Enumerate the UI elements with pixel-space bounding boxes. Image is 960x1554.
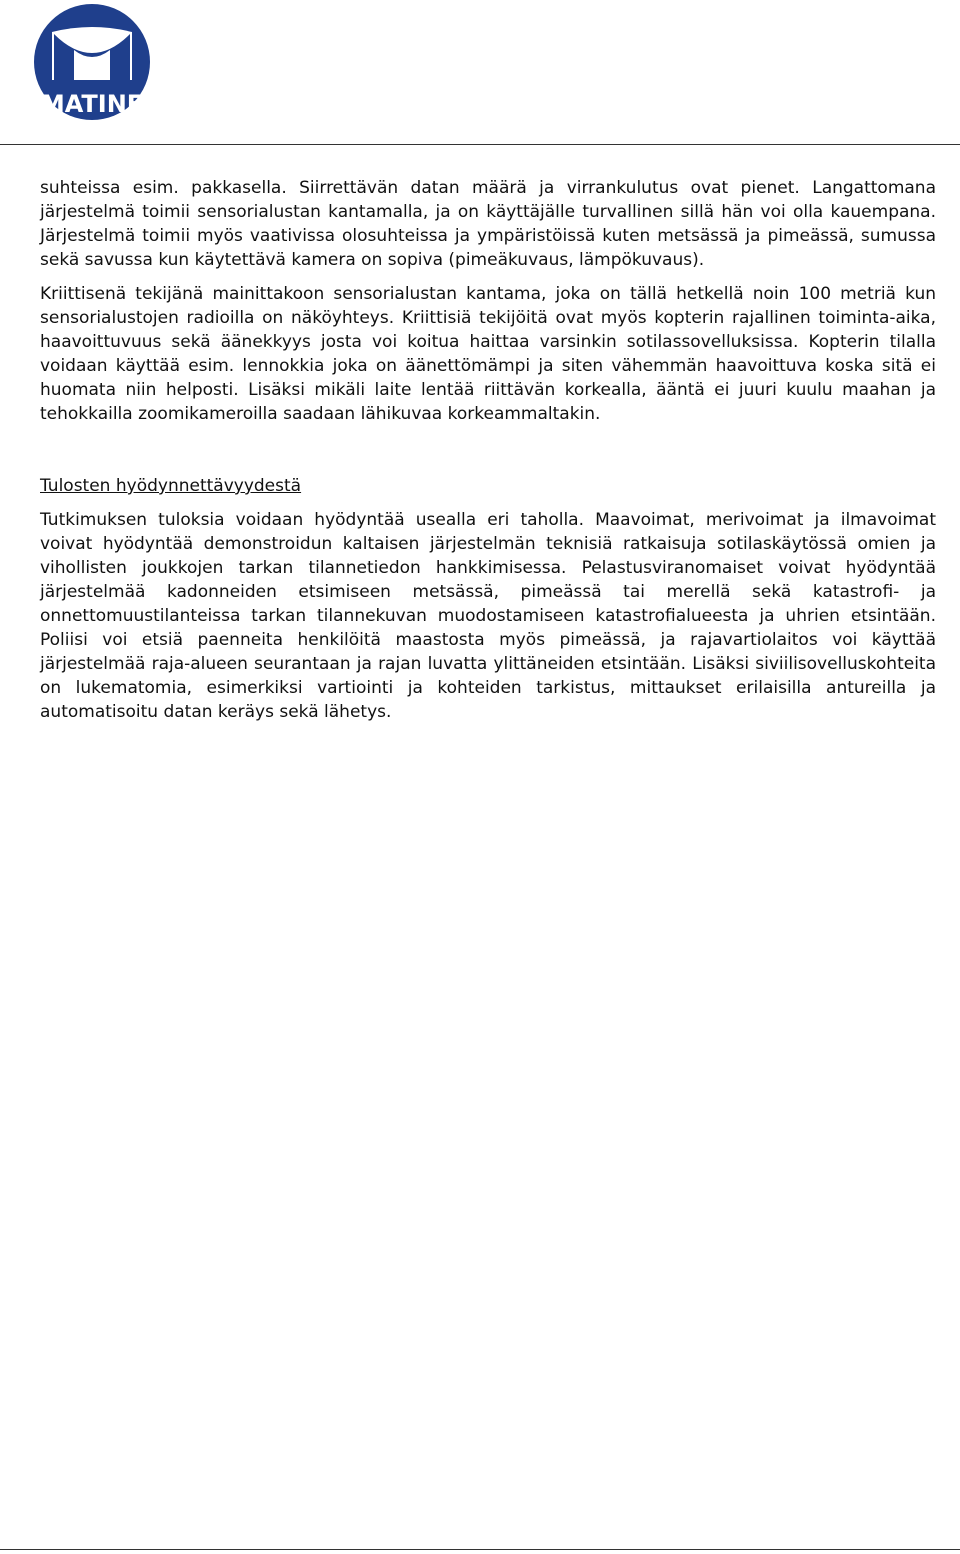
paragraph-1: suhteissa esim. pakkasella. Siirrettävän datan määrä ja virrankulutus ovat pienet. Langattomana järjestelmä toimii sensorialustan kantamalla, ja on käyttäjälle turvallinen sillä hän voi olla kauempana. Järjestelmä toimii myös vaativissa olosuhteissa ja ympäristöissä kuten metsässä ja pimeässä, sumussa sekä savussa kun käytettävä kamera on sopiva (pimeäkuvaus, lämpökuvaus). xyxy=(40,178,936,270)
footer-divider xyxy=(0,1549,960,1550)
header-divider xyxy=(0,144,960,145)
document-body xyxy=(40,176,936,724)
section-paragraph: Tutkimuksen tuloksia voidaan hyödyntää usealla eri taholla. Maavoimat, merivoimat ja ilmavoimat voivat hyödyntää demonstroidun kaltaisen järjestelmän teknisiä ratkaisuja sotilaskäytössä omien ja vihollisten joukkojen tarkan tilannetiedon hankkimisessa. Pelastusviranomaiset voivat hyödyntää järjestelmää kadonneiden etsimiseen metsässä, pimeässä tai merellä sekä katastrofi- ja onnettomuustilanteissa tarkan tilannekuvan muodostamiseen katastrofialueesta ja uhrien etsintään. Poliisi voi etsiä paenneita henkilöitä maastosta myös pimeässä, ja rajavartiolaitos voi käyttää järjestelmää raja-alueen seurantaan ja rajan luvatta ylittäneiden etsintään. Lisäksi siviilisovelluskohteita on lukematomia, esimerkiksi vartiointi ja kohteiden tarkistus, mittaukset erilaisilla antureilla ja automatisoitu datan keräys sekä lähetys. xyxy=(40,510,936,722)
matine-logo-icon xyxy=(22,2,162,122)
section-heading: Tulosten hyödynnettävyydestä xyxy=(40,476,302,496)
paragraph-2: Kriittisenä tekijänä mainittakoon sensorialustan kantama, joka on tällä hetkellä noin 100 metriä kun sensorialustojen radioilla on näköyhteys. Kriittisiä tekijöitä ovat myös kopterin rajallinen toiminta-aika, haavoittuvuus sekä äänekkyys josta voi koitua haittaa varsinkin sotilassovelluksissa. Kopterin tilalla voidaan käyttää esim. lennokkia joka on äänettömämpi ja siten vähemmän haavoittuva koska sitä ei huomata niin helposti. Lisäksi mikäli laite lentää riittävän korkealla, ääntä ei juuri kuulu maahan ja tehokkailla zoomikameroilla saadaan lähikuvaa korkeammaltakin. xyxy=(40,284,936,424)
matine-logo xyxy=(22,2,162,122)
logo-text: MATINE xyxy=(40,90,144,118)
